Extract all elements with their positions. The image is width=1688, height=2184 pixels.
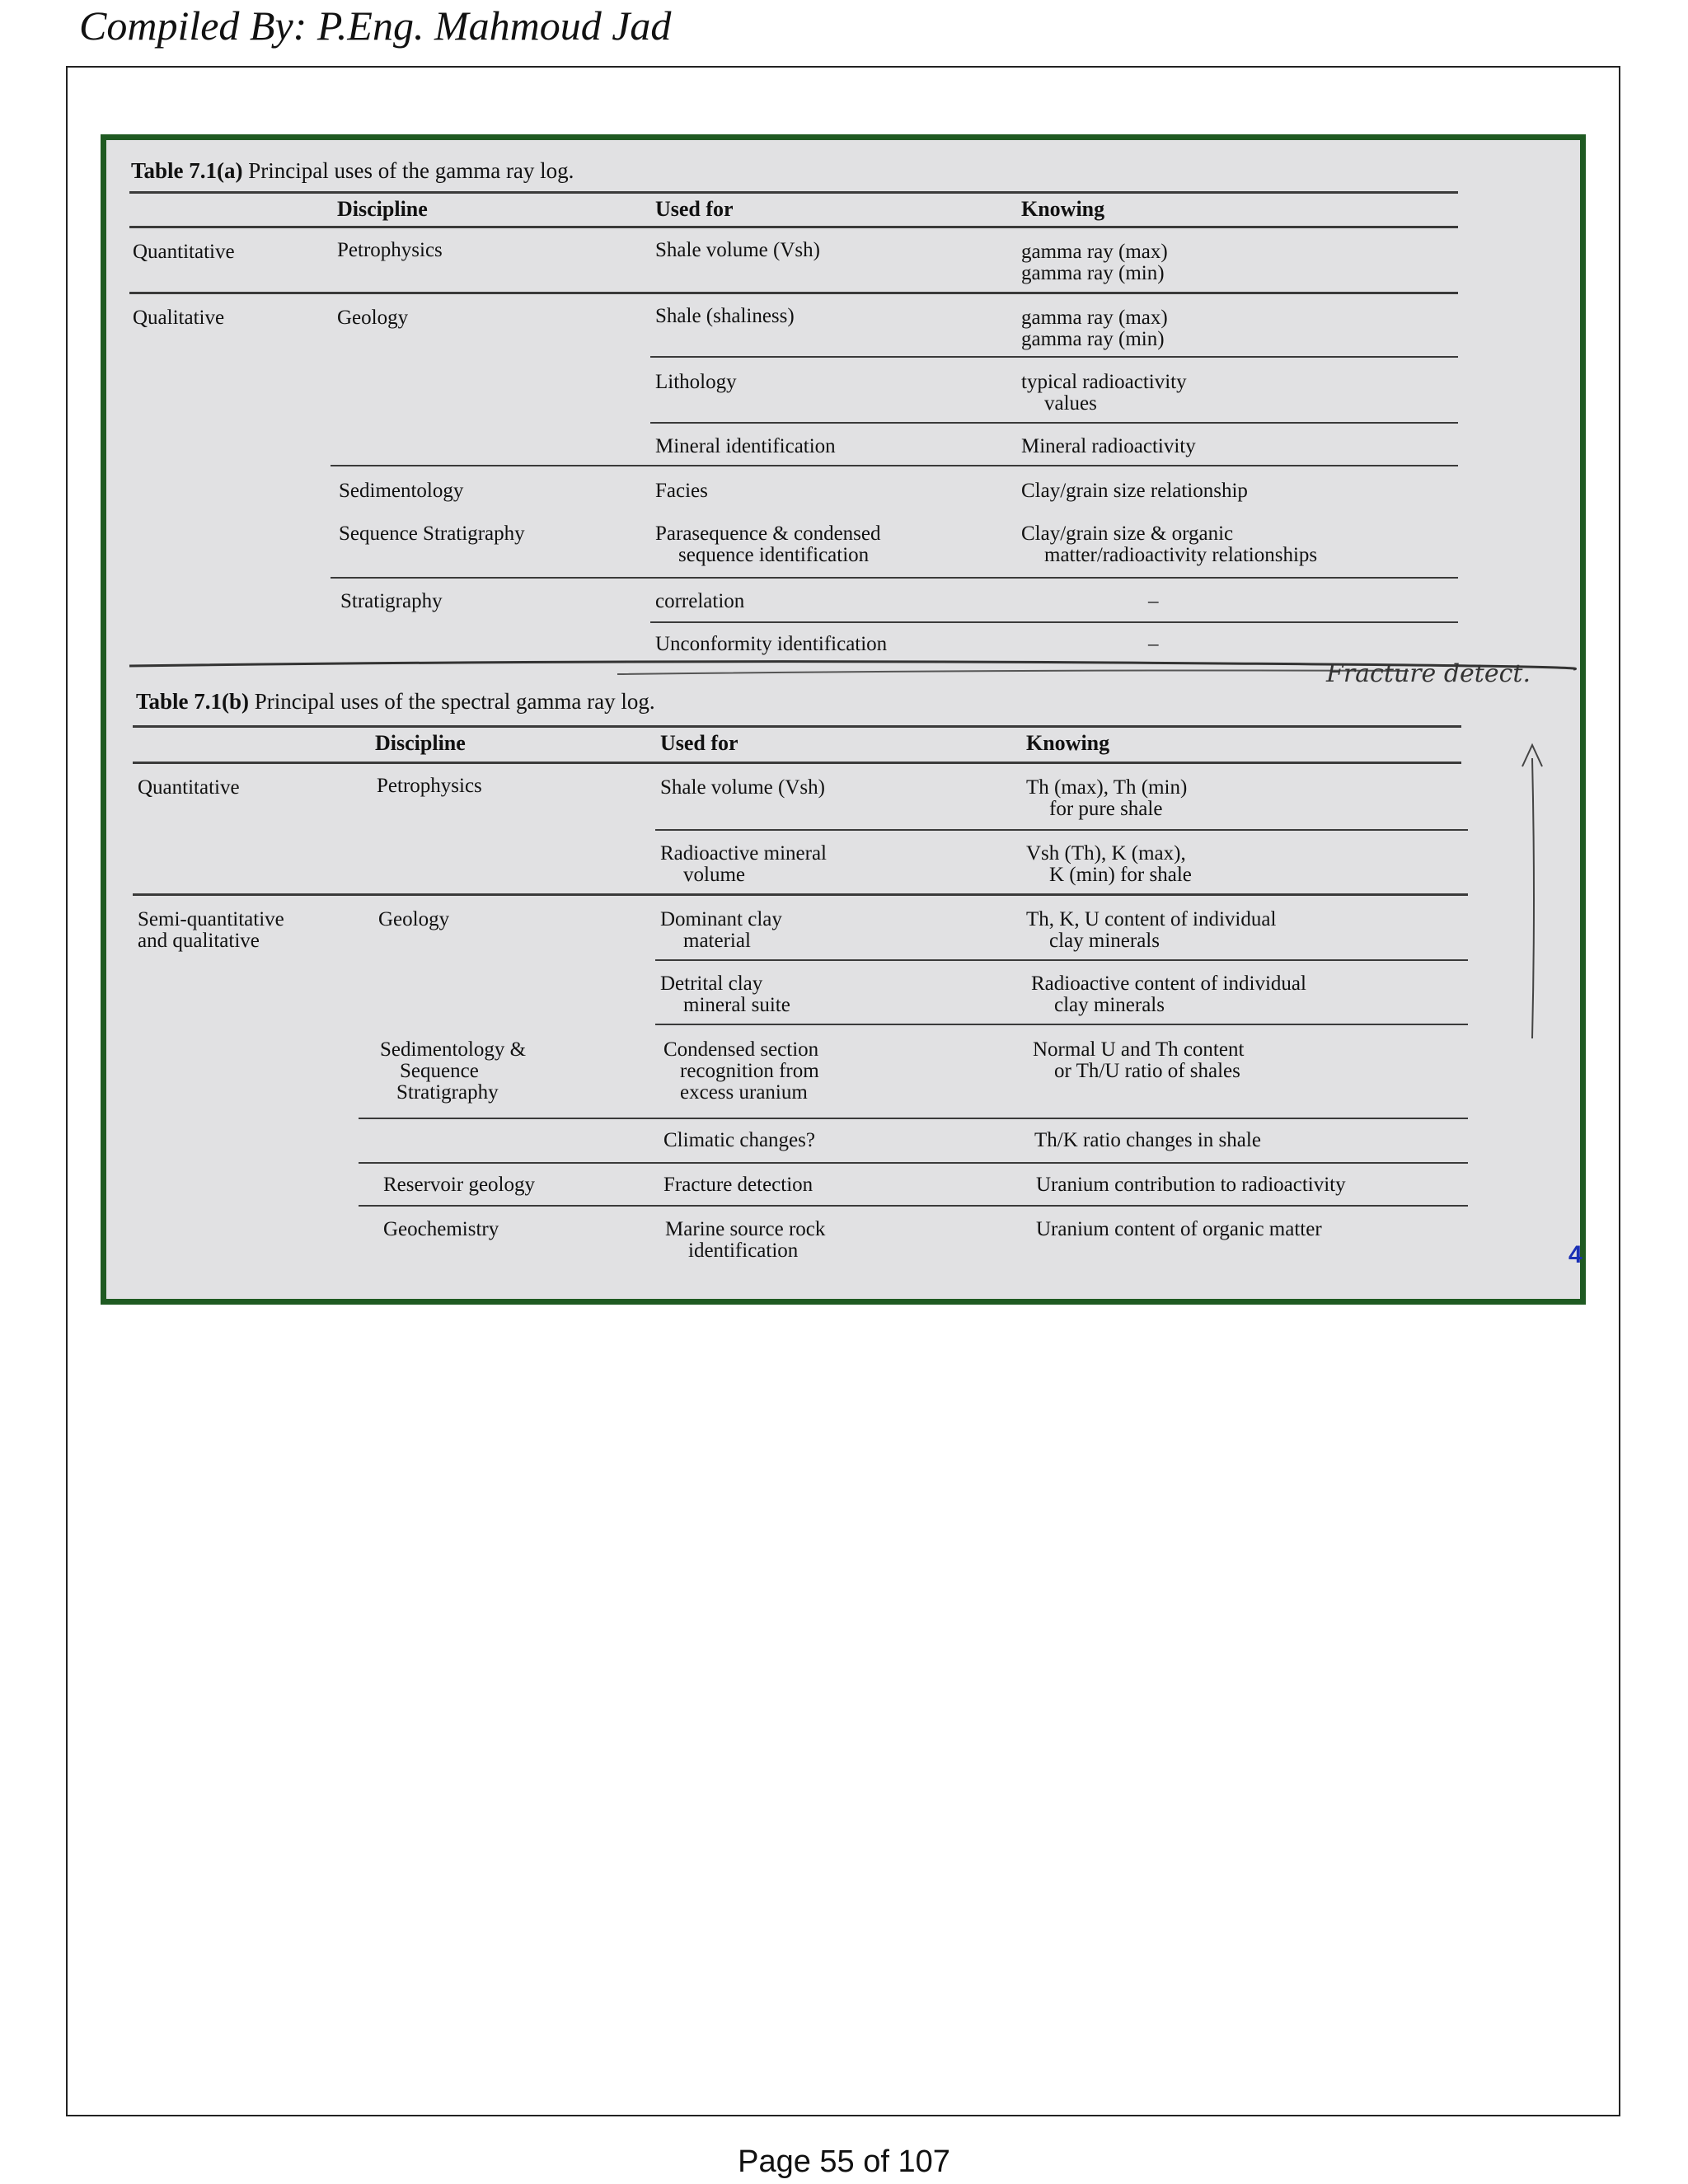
table-a-knowing: Clay/grain size relationship bbox=[1021, 480, 1248, 502]
table-b-knowing: or Th/U ratio of shales bbox=[1054, 1060, 1240, 1082]
table-a-knowing: – bbox=[1148, 633, 1159, 655]
table-b-knowing: Th/K ratio changes in shale bbox=[1034, 1129, 1261, 1151]
table-b-knowing: Uranium contribution to radioactivity bbox=[1036, 1174, 1346, 1196]
table-b-used-for: Radioactive mineral bbox=[660, 842, 828, 865]
compiled-by-header: Compiled By: P.Eng. Mahmoud Jad bbox=[79, 2, 672, 49]
table-b-top-rule bbox=[133, 725, 1461, 728]
table-b-knowing: Th, K, U content of individual bbox=[1026, 908, 1277, 930]
table-a-header-knowing: Knowing bbox=[1021, 197, 1105, 221]
table-b-used-for: volume bbox=[683, 864, 745, 886]
table-a-knowing: gamma ray (min) bbox=[1021, 328, 1165, 350]
table-a-number: Table 7.1(a) bbox=[131, 158, 243, 183]
table-b-discipline: Stratigraphy bbox=[396, 1081, 499, 1104]
table-a-used-for: Shale volume (Vsh) bbox=[655, 239, 820, 261]
table-a-header-discipline: Discipline bbox=[337, 197, 428, 221]
table-a-type-qualitative: Qualitative bbox=[133, 307, 225, 329]
table-b-row-rule bbox=[133, 893, 1468, 896]
table-b-used-for: material bbox=[683, 930, 751, 952]
table-b-used-for: Climatic changes? bbox=[663, 1129, 815, 1151]
table-b-type-semi-quantitative: and qualitative bbox=[138, 930, 260, 952]
table-b-header-discipline: Discipline bbox=[375, 731, 466, 755]
table-b-row-rule bbox=[359, 1205, 1468, 1207]
table-b-knowing: Normal U and Th content bbox=[1033, 1038, 1245, 1061]
table-a-discipline: Sequence Stratigraphy bbox=[339, 523, 525, 545]
table-a-knowing: typical radioactivity bbox=[1021, 371, 1187, 393]
table-b-knowing: clay minerals bbox=[1054, 994, 1165, 1016]
table-a-used-for: Facies bbox=[655, 480, 708, 502]
table-b-title: Principal uses of the spectral gamma ray log. bbox=[254, 689, 655, 714]
table-a-caption bbox=[131, 158, 574, 184]
table-b-header-knowing: Knowing bbox=[1026, 731, 1110, 755]
table-a-knowing: matter/radioactivity relationships bbox=[1044, 544, 1318, 566]
table-a-discipline: Sedimentology bbox=[339, 480, 464, 502]
table-a-top-rule bbox=[129, 191, 1458, 194]
table-a-row-rule bbox=[331, 577, 1458, 579]
table-b-knowing: Th (max), Th (min) bbox=[1026, 776, 1188, 799]
table-b-used-for: excess uranium bbox=[680, 1081, 808, 1104]
table-a-used-for: Lithology bbox=[655, 371, 737, 393]
table-a-row-rule bbox=[129, 292, 1458, 294]
table-b-row-rule bbox=[359, 1118, 1468, 1119]
table-a-row-rule bbox=[650, 356, 1458, 358]
table-a-discipline: Petrophysics bbox=[337, 239, 443, 261]
table-b-used-for: Dominant clay bbox=[660, 908, 782, 930]
table-b-used-for: Marine source rock bbox=[665, 1218, 826, 1240]
table-b-knowing: for pure shale bbox=[1049, 798, 1163, 820]
handwritten-annotation: Fracture detect. bbox=[1326, 659, 1531, 688]
table-b-knowing: Radioactive content of individual bbox=[1031, 972, 1306, 995]
table-a-used-for: correlation bbox=[655, 590, 745, 612]
table-a-used-for: Shale (shaliness) bbox=[655, 305, 795, 327]
table-b-discipline: Geology bbox=[378, 908, 450, 930]
table-b-type-semi-quantitative: Semi-quantitative bbox=[138, 908, 284, 930]
table-b-used-for: identification bbox=[688, 1240, 799, 1262]
table-b-discipline: Sequence bbox=[400, 1060, 479, 1082]
table-a-header-used-for: Used for bbox=[655, 197, 734, 221]
table-b-number: Table 7.1(b) bbox=[136, 689, 250, 714]
table-a-discipline: Geology bbox=[337, 307, 409, 329]
table-a-header-rule bbox=[129, 226, 1458, 228]
table-b-used-for: Shale volume (Vsh) bbox=[660, 776, 825, 799]
table-b-used-for: Detrital clay bbox=[660, 972, 763, 995]
table-b-knowing: clay minerals bbox=[1049, 930, 1160, 952]
table-a-type-quantitative: Quantitative bbox=[133, 241, 235, 263]
table-b-header-rule bbox=[133, 762, 1461, 764]
table-b-row-rule bbox=[655, 959, 1468, 961]
table-a-discipline: Stratigraphy bbox=[340, 590, 443, 612]
table-b-row-rule bbox=[655, 829, 1468, 831]
table-a-used-for: sequence identification bbox=[678, 544, 870, 566]
table-a-used-for: Unconformity identification bbox=[655, 633, 888, 655]
handwritten-arrow-icon bbox=[1507, 733, 1557, 1047]
table-b-knowing: K (min) for shale bbox=[1049, 864, 1192, 886]
table-b-used-for: Fracture detection bbox=[663, 1174, 814, 1196]
table-a-title: Principal uses of the gamma ray log. bbox=[248, 158, 574, 183]
table-a-row-rule bbox=[650, 621, 1458, 623]
table-b-knowing: Vsh (Th), K (max), bbox=[1026, 842, 1186, 865]
table-a-row-rule bbox=[650, 422, 1458, 424]
table-b-discipline: Petrophysics bbox=[377, 775, 482, 797]
table-a-knowing: values bbox=[1044, 392, 1097, 415]
table-a-row-rule bbox=[331, 465, 1458, 466]
table-a-knowing: – bbox=[1148, 590, 1159, 612]
table-b-used-for: Condensed section bbox=[663, 1038, 819, 1061]
table-a-knowing: gamma ray (max) bbox=[1021, 241, 1168, 263]
table-a-used-for: Parasequence & condensed bbox=[655, 523, 881, 545]
table-b-row-rule bbox=[655, 1024, 1468, 1025]
page-number-footer: Page 55 of 107 bbox=[738, 2144, 950, 2179]
table-b-used-for: recognition from bbox=[680, 1060, 819, 1082]
corner-page-glyph: 4 bbox=[1568, 1241, 1582, 1268]
table-b-type-quantitative: Quantitative bbox=[138, 776, 240, 799]
table-b-row-rule bbox=[359, 1162, 1468, 1164]
table-a-knowing: Mineral radioactivity bbox=[1021, 435, 1196, 457]
table-b-caption bbox=[136, 689, 655, 715]
table-b-discipline: Sedimentology & bbox=[380, 1038, 527, 1061]
table-b-discipline: Reservoir geology bbox=[383, 1174, 535, 1196]
scanned-table-image bbox=[101, 134, 1586, 1305]
table-a-knowing: gamma ray (min) bbox=[1021, 262, 1165, 284]
table-a-used-for: Mineral identification bbox=[655, 435, 836, 457]
table-b-discipline: Geochemistry bbox=[383, 1218, 499, 1240]
table-a-knowing: gamma ray (max) bbox=[1021, 307, 1168, 329]
table-b-header-used-for: Used for bbox=[660, 731, 738, 755]
table-b-used-for: mineral suite bbox=[683, 994, 790, 1016]
table-b-knowing: Uranium content of organic matter bbox=[1036, 1218, 1322, 1240]
table-a-knowing: Clay/grain size & organic bbox=[1021, 523, 1234, 545]
